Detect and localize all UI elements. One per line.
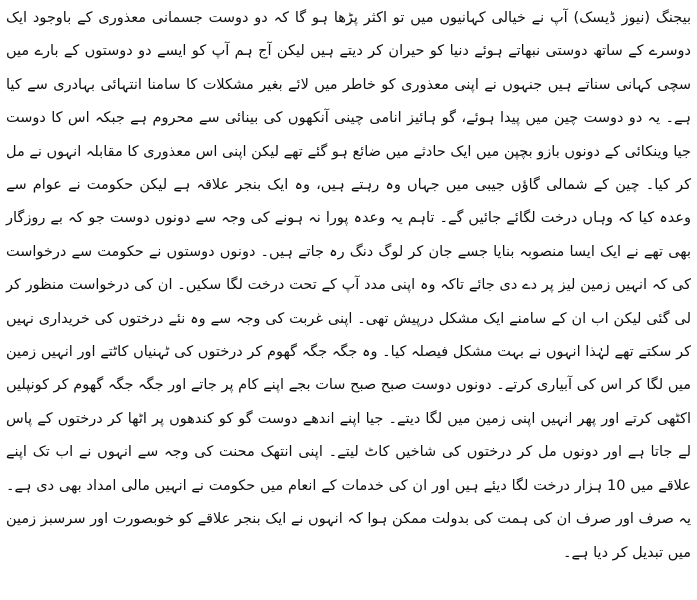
article-body: بیجنگ (نیوز ڈیسک) آپ نے خیالی کہانیوں میں تو اکثر پڑھا ہو گا کہ دو دوست جسمانی معذوری کے باوجود ایک دوسرے کے ساتھ دوستی نبھاتے ہوئے دنیا کو حیران کر دیتے ہیں لیکن آج ہم آپ کو ایسے دو دوستوں کے بارے میں سچی کہانی سناتے ہیں جنہوں نے اپنی معذوری کو خاطر میں لائے بغیر مشکلات کا سامنا انتہائی بہادری سے کیا ہے۔ یہ دو دوست چین میں پیدا ہوئے، گو ہائیز انامی چینی آنکھوں کی بینائی سے محروم ہے جبکہ اس کا دوست جیا وینکائی کے دونوں بازو بچپن میں ایک حادثے میں ضائع ہو گئے تھے لیکن اپنی اس معذوری کا مقابلہ انہوں نے مل کر کیا۔ چین کے شمالی گاؤں جیبی میں جہاں وہ رہتے ہیں، وہ ایک بنجر علاقہ ہے لیکن حکومت نے عوام سے وعدہ کیا کہ وہاں درخت لگائے جائیں گے۔ تاہم یہ وعدہ پورا نہ ہونے کی وجہ سے دونوں دوست جو کہ بے روزگار بھی تھے نے ایک ایسا منصوبہ بنایا جسے جان کر لوگ دنگ رہ جاتے ہیں۔ دونوں دوستوں نے حکومت سے درخواست کی کہ انہیں زمین لیز پر دے دی جائے تاکہ وہ اپنی مدد آپ کے تحت درخت لگا سکیں۔ ان کی درخواست منظور کر لی گئی لیکن اب ان کے سامنے ایک مشکل درپیش تھی۔ اپنی غربت کی وجہ سے وہ نئے درختوں کی خریداری نہیں کر سکتے تھے لہٰذا انہوں نے بہت مشکل فیصلہ کیا۔ وہ جگہ جگہ گھوم کر درختوں کی ٹہنیاں کاٹتے اور انہیں زمین میں لگا کر اس کی آبیاری کرتے۔ دونوں دوست صبح صبح سات بجے اپنے کام پر جاتے اور جگہ جگہ گھوم کر کونپلیں اکٹھی کرتے اور پھر انہیں اپنی زمین میں لگا دیتے۔ جیا اپنے اندھے دوست گو کو کندھوں پر اٹھا کر درختوں کے پاس لے جاتا ہے اور دونوں مل کر درختوں کی شاخیں کاٹ لیتے۔ اپنی انتھک محنت کی وجہ سے انہوں نے اب تک اپنے علاقے میں 10 ہزار درخت لگا دیئے ہیں اور ان کی خدمات کے انعام میں حکومت نے انہیں مالی امداد بھی دی ہے۔ یہ صرف اور صرف ان کی ہمت کی بدولت ممکن ہوا کہ انہوں نے ایک بنجر علاقے کو خوبصورت اور سرسبز زمین میں تبدیل کر دیا ہے۔: [6, 10, 691, 561]
